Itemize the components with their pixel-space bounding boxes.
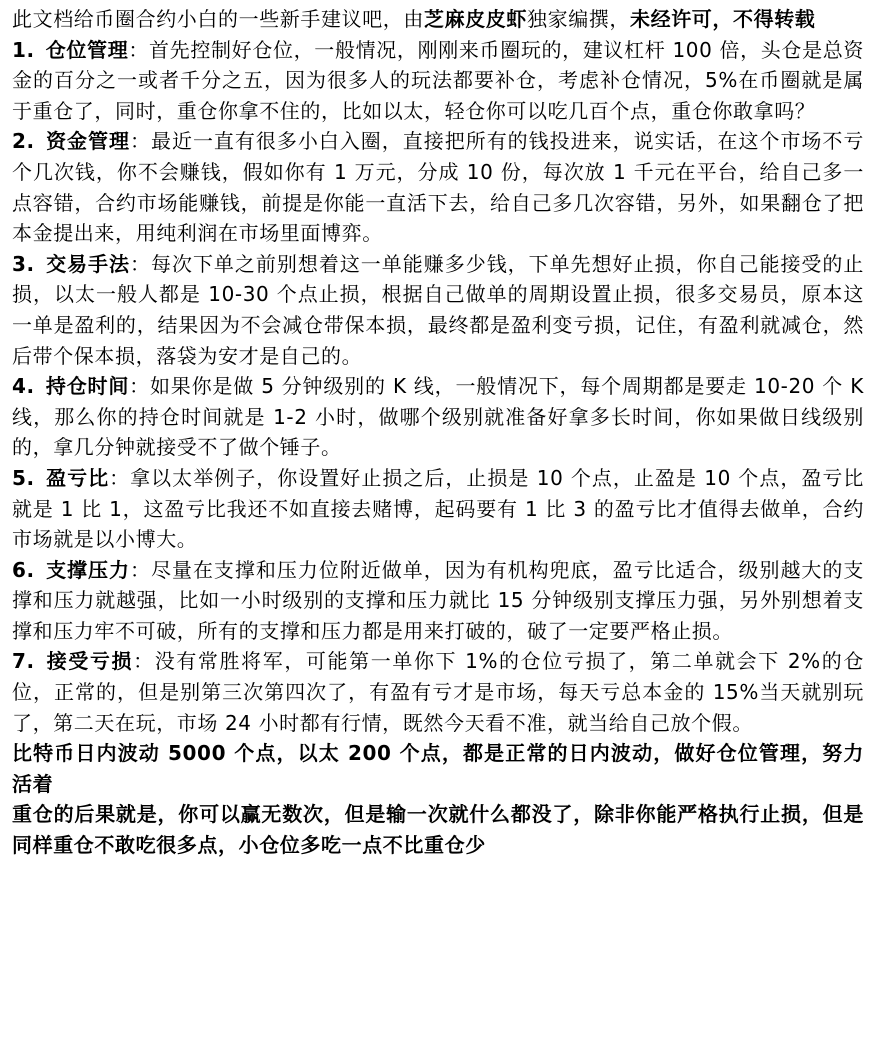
intro-text: 此文档给币圈合约小白的一些新手建议吧，由 (12, 7, 424, 31)
list-item (12, 126, 864, 248)
list-item (12, 249, 864, 371)
item-number: 2. (12, 129, 35, 154)
item-number: 4. (12, 374, 35, 399)
item-heading: 支撑压力 (46, 557, 130, 582)
author-name: 芝麻皮皮虾 (424, 7, 527, 31)
item-heading: 资金管理 (46, 129, 130, 154)
intro-paragraph (12, 4, 864, 35)
item-number: 6. (12, 557, 35, 582)
item-number: 1. (12, 37, 35, 62)
item-body: ：尽量在支撑和压力位附近做单，因为有机构兜底，盈亏比适合，级别越大的支撑和压力就越强，比如一小时级别的支撑和压力就比 15 分钟级别支撑压力强，另外别想着支撑和压力牢不可破，所有的支撑和压力都是用来打破的，破了一定要严格止损。 (12, 557, 864, 643)
item-number: 7. (12, 649, 35, 674)
list-item (12, 371, 864, 463)
item-body: ：拿以太举例子，你设置好止损之后，止损是 10 个点，止盈是 10 个点，盈亏比就是 1 比 1，这盈亏比我还不如直接去赌博，起码要有 1 比 3 的盈亏比才值得去做单，合约市场就是以小博大。 (12, 465, 864, 552)
item-number: 5. (12, 465, 35, 490)
item-number: 3. (12, 251, 35, 276)
list-item (12, 463, 864, 555)
item-body: ：如果你是做 5 分钟级别的 K 线，一般情况下，每个周期都是要走 10-20 个 K 线，那么你的持仓时间就是 1-2 小时，做哪个级别就准备好拿多长时间，你如果做日线级别的，拿几分钟就接受不了做个锤子。 (12, 374, 864, 460)
closing-paragraph-heavy-position: 重仓的后果就是，你可以赢无数次，但是输一次就什么都没了，除非你能严格执行止损，但是同样重仓不敢吃很多点，小仓位多吃一点不比重仓少 (12, 802, 864, 858)
list-item (12, 35, 864, 127)
item-body: ：没有常胜将军，可能第一单你下 1%的仓位亏损了，第二单就会下 2%的仓位，正常的，但是别第三次第四次了，有盈有亏才是市场，每天亏总本金的 15%当天就别玩了，第二天在玩，市场 24 小时都有行情，既然今天看不准，就当给自己放个假。 (12, 649, 864, 735)
item-heading: 持仓时间 (45, 374, 130, 399)
closing-paragraph-volatility: 比特币日内波动 5000 个点，以太 200 个点，都是正常的日内波动，做好仓位管理，努力活着 (12, 741, 864, 796)
list-item (12, 555, 864, 647)
item-body: ：最近一直有很多小白入圈，直接把所有的钱投进来，说实话，在这个市场不亏个几次钱，你不会赚钱，假如你有 1 万元，分成 10 份，每次放 1 千元在平台，给自己多一点容错，合约市场能赚钱，前提是你能一直活下去，给自己多几次容错，另外，如果翻仓了把本金提出来，用纯利润在市场里面博弈。 (12, 129, 864, 246)
item-heading: 仓位管理 (45, 37, 129, 62)
list-item (12, 646, 864, 738)
item-heading: 盈亏比 (46, 465, 110, 490)
item-heading: 接受亏损 (46, 649, 134, 674)
item-heading: 交易手法 (46, 251, 130, 276)
item-body: ：首先控制好仓位，一般情况，刚刚来币圈玩的，建议杠杆 100 倍，头仓是总资金的百分之一或者千分之五，因为很多人的玩法都要补仓，考虑补仓情况，5%在币圈就是属于重仓了，同时，重仓你拿不住的，比如以太，轻仓你可以吃几百个点，重仓你敢拿吗？ (12, 37, 864, 123)
document-body (12, 4, 864, 861)
copyright-notice: 未经许可，不得转载 (630, 7, 816, 31)
intro-text-mid: 独家编撰， (527, 7, 630, 31)
item-body: ：每次下单之前别想着这一单能赚多少钱，下单先想好止损，你自己能接受的止损，以太一般人都是 10-30 个点止损，根据自己做单的周期设置止损，很多交易员，原本这一单是盈利的，结果因为不会减仓带保本损，最终都是盈利变亏损，记住，有盈利就减仓，然后带个保本损，落袋为安才是自己的。 (12, 251, 864, 368)
